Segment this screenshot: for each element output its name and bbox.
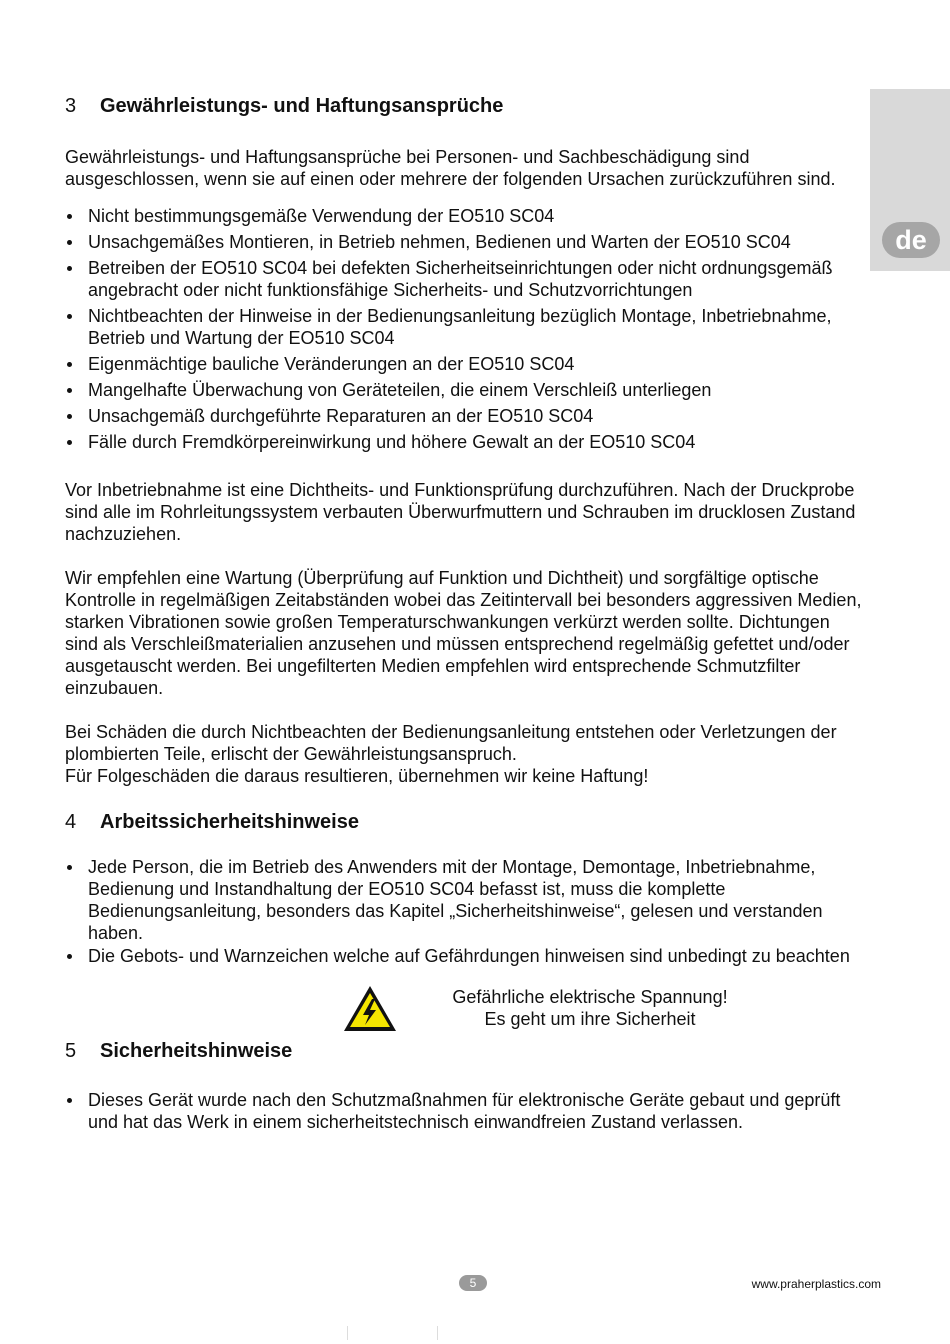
section-3-heading (65, 93, 865, 119)
section-title: Sicherheitshinweise (100, 1040, 293, 1062)
warning-notice (65, 984, 865, 1040)
warning-text (410, 986, 770, 1030)
warning-line-2: Es geht um ihre Sicherheit (484, 1009, 696, 1029)
page-number: 5 (459, 1275, 487, 1291)
list-item: Unsachgemäßes Montieren, in Betrieb nehmen, Bedienen und Warten der EO510 SC04 (65, 231, 865, 253)
page-content (65, 93, 865, 1133)
section-number: 5 (65, 1040, 77, 1062)
paragraph-testing: Vor Inbetriebnahme ist eine Dichtheits- und Funktionsprüfung durchzuführen. Nach der Druckprobe sind alle im Rohrleitungssystem verbauten Überwurfmuttern und Schrauben im drucklosen Zustand nachzuziehen. (65, 480, 856, 544)
high-voltage-warning-icon (342, 984, 398, 1034)
warning-line-1: Gefährliche elektrische Spannung! (452, 987, 728, 1007)
section-5-list (65, 1089, 865, 1133)
list-item: Eigenmächtige bauliche Veränderungen an der EO510 SC04 (65, 353, 865, 375)
paragraph-damages: Bei Schäden die durch Nichtbeachten der Bedienungsanleitung entstehen oder Verletzungen der plombierten Teile, erlischt der Gewährleistungsanspruch. (65, 722, 837, 764)
list-item: Fälle durch Fremdkörpereinwirkung und höhere Gewalt an der EO510 SC04 (65, 431, 865, 453)
paragraph-maintenance: Wir empfehlen eine Wartung (Überprüfung auf Funktion und Dichtheit) und sorgfältige optische Kontrolle in regelmäßigen Zeitabständen wobei das Zeitintervall bei besonders aggressiven Medien, starken Vibrationen sowie großen Temperaturschwankungen verkürzt werden sollte. Dichtungen sind als Verschleißmaterialien anzusehen und müssen entsprechend regelmäßig gefettet und/oder ausgetauscht werden. Bei ungefilterten Medien empfehlen wird entsprechende Schmutzfilter einzubauen. (65, 568, 862, 698)
list-item: Nichtbeachten der Hinweise in der Bedienungsanleitung bezüglich Montage, Inbetriebnahme, Betrieb und Wartung der EO510 SC04 (65, 305, 865, 349)
list-item: Betreiben der EO510 SC04 bei defekten Sicherheitseinrichtungen oder nicht ordnungsgemäß angebracht oder nicht funktionsfähige Sicherheits- und Schutzvorrichtungen (65, 257, 865, 301)
section-4-list (65, 856, 865, 967)
section-title: Arbeitssicherheitshinweise (100, 811, 359, 833)
list-item: Nicht bestimmungsgemäße Verwendung der EO510 SC04 (65, 205, 865, 227)
section-title: Gewährleistungs- und Haftungsansprüche (100, 95, 504, 117)
list-item: Mangelhafte Überwachung von Geräteteilen, die einem Verschleiß unterliegen (65, 379, 865, 401)
scan-mark (347, 1326, 348, 1340)
language-badge: de (882, 222, 940, 258)
list-item: Unsachgemäß durchgeführte Reparaturen an der EO510 SC04 (65, 405, 865, 427)
section-number: 3 (65, 95, 77, 117)
section-4-heading (65, 809, 865, 835)
section-5-heading (65, 1038, 865, 1064)
section-3-cause-list (65, 205, 865, 453)
list-item: Dieses Gerät wurde nach den Schutzmaßnahmen für elektronische Geräte gebaut und geprüft und hat das Werk in einem sicherheitstechnisch einwandfreien Zustand verlassen. (65, 1089, 865, 1133)
footer-website: www.praherplastics.com (751, 1277, 881, 1291)
list-item: Jede Person, die im Betrieb des Anwenders mit der Montage, Demontage, Inbetriebnahme, Bedienung und Instandhaltung der EO510 SC04 befasst ist, muss die komplette Bedienungsanleitung, besonders das Kapitel „Sicherheitshinweise“, gelesen und verstanden haben. (65, 856, 865, 944)
scan-mark (437, 1326, 438, 1340)
section-3-intro: Gewährleistungs- und Haftungsansprüche bei Personen- und Sachbeschädigung sind ausgeschlossen, wenn sie auf einen oder mehrere der folgenden Ursachen zurückzuführen sind. (65, 147, 836, 189)
list-item: Die Gebots- und Warnzeichen welche auf Gefährdungen hinweisen sind unbedingt zu beachten (65, 945, 865, 967)
paragraph-liability: Für Folgeschäden die daraus resultieren, übernehmen wir keine Haftung! (65, 766, 649, 786)
section-number: 4 (65, 811, 77, 833)
